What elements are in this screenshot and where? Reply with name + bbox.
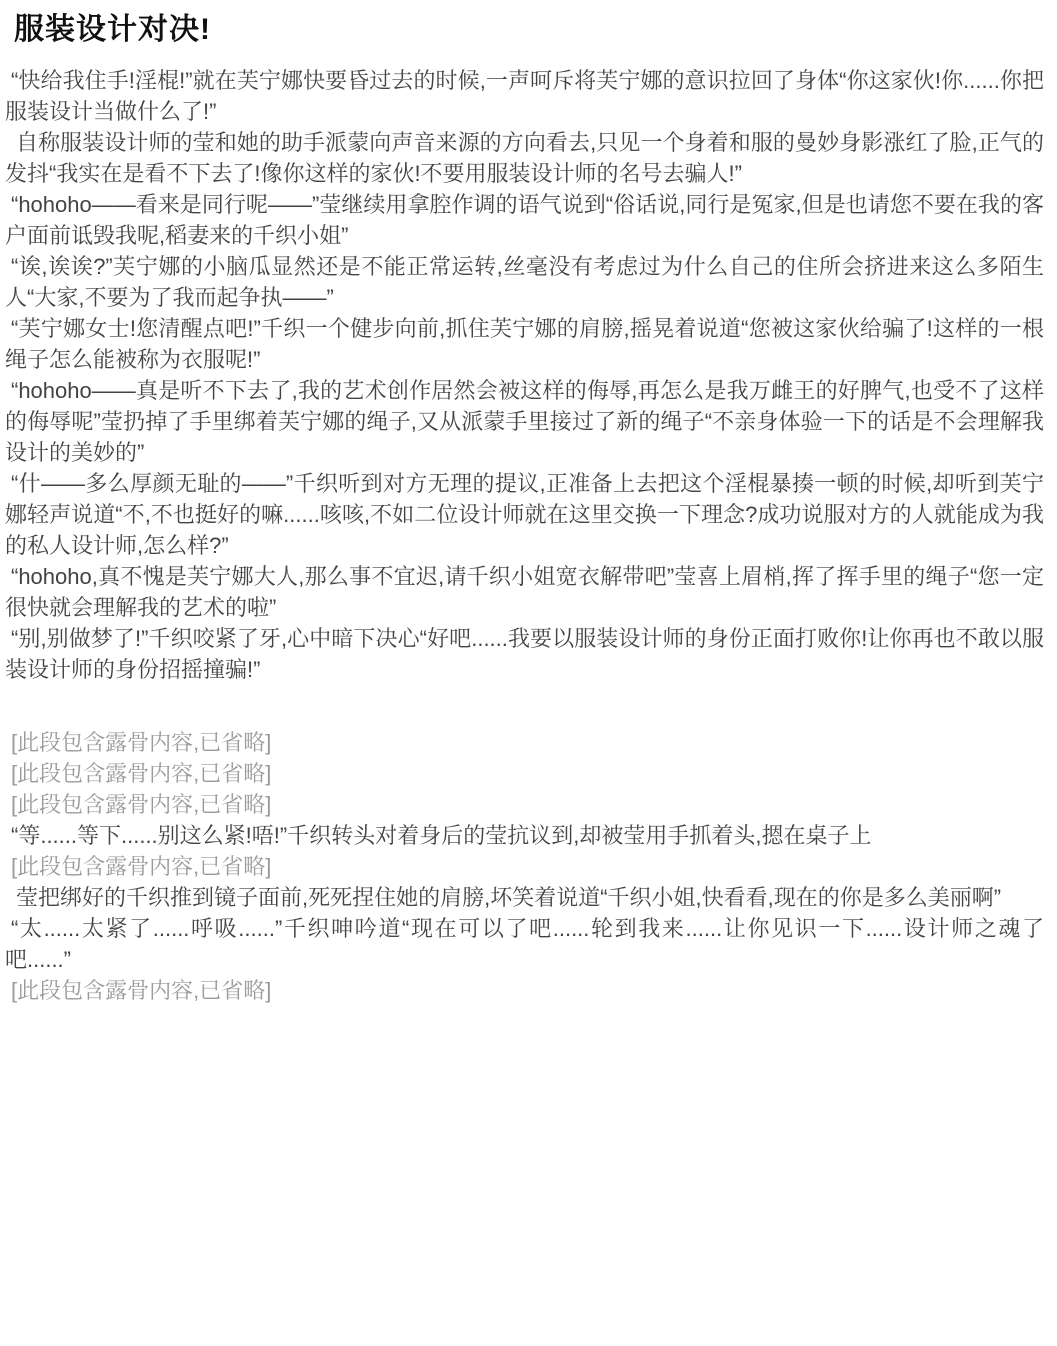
story-paragraph: 莹把绑好的千织推到镜子面前,死死捏住她的肩膀,坏笑着说道“千织小姐,快看看,现在的你是多么美丽啊” <box>16 885 1002 910</box>
redacted-paragraph: [此段包含露骨内容,已省略] <box>11 761 272 786</box>
story-paragraph: “太......太紧了......呼吸......”千织呻吟道“现在可以了吧......轮到我来......让你见识一下......设计师之魂了吧......” <box>5 916 1044 972</box>
redacted-paragraph: [此段包含露骨内容,已省略] <box>11 978 272 1003</box>
story-paragraph: “诶,诶诶?”芙宁娜的小脑瓜显然还是不能正常运转,丝毫没有考虑过为什么自己的住所会挤进来这么多陌生人“大家,不要为了我而起争执——” <box>5 254 1044 310</box>
story-paragraph: “hohoho,真不愧是芙宁娜大人,那么事不宜迟,请千织小姐宽衣解带吧”莹喜上眉梢,挥了挥手里的绳子“您一定很快就会理解我的艺术的啦” <box>5 564 1044 620</box>
story-paragraph: “hohoho——看来是同行呢——”莹继续用拿腔作调的语气说到“俗话说,同行是冤家,但是也请您不要在我的客户面前诋毁我呢,稻妻来的千织小姐” <box>5 192 1044 248</box>
story-paragraph: “快给我住手!淫棍!”就在芙宁娜快要昏过去的时候,一声呵斥将芙宁娜的意识拉回了身体“你这家伙!你......你把服装设计当做什么了!” <box>5 68 1044 124</box>
story-paragraph: “别,别做梦了!”千织咬紧了牙,心中暗下决心“好吧......我要以服装设计师的身份正面打败你!让你再也不敢以服装设计师的身份招摇撞骗!” <box>5 626 1044 682</box>
story-paragraph: “什——多么厚颜无耻的——”千织听到对方无理的提议,正准备上去把这个淫棍暴揍一顿的时候,却听到芙宁娜轻声说道“不,不也挺好的嘛......咳咳,不如二位设计师就在这里交换一下理念?成功说服对方的人就能成为我的私人设计师,怎么样?” <box>5 471 1044 558</box>
paragraph-spacer <box>5 685 1044 727</box>
story-paragraph: 自称服装设计师的莹和她的助手派蒙向声音来源的方向看去,只见一个身着和服的曼妙身影涨红了脸,正气的发抖“我实在是看不下去了!像你这样的家伙!不要用服装设计师的名号去骗人!” <box>5 130 1044 186</box>
story-paragraph: “hohoho——真是听不下去了,我的艺术创作居然会被这样的侮辱,再怎么是我万雌王的好脾气,也受不了这样的侮辱呢”莹扔掉了手里绑着芙宁娜的绳子,又从派蒙手里接过了新的绳子“不亲身体验一下的话是不会理解我设计的美妙的” <box>5 378 1044 465</box>
redacted-paragraph: [此段包含露骨内容,已省略] <box>11 854 272 879</box>
redacted-paragraph: [此段包含露骨内容,已省略] <box>11 730 272 755</box>
paragraph-list <box>5 65 1044 1006</box>
redacted-paragraph: [此段包含露骨内容,已省略] <box>11 792 272 817</box>
story-paragraph: “等......等下......别这么紧!唔!”千织转头对着身后的莹抗议到,却被莹用手抓着头,摁在桌子上 <box>11 823 872 848</box>
page-title: 服装设计对决! <box>14 13 211 46</box>
story-paragraph: “芙宁娜女士!您清醒点吧!”千织一个健步向前,抓住芙宁娜的肩膀,摇晃着说道“您被这家伙给骗了!这样的一根绳子怎么能被称为衣服呢!” <box>5 316 1044 372</box>
